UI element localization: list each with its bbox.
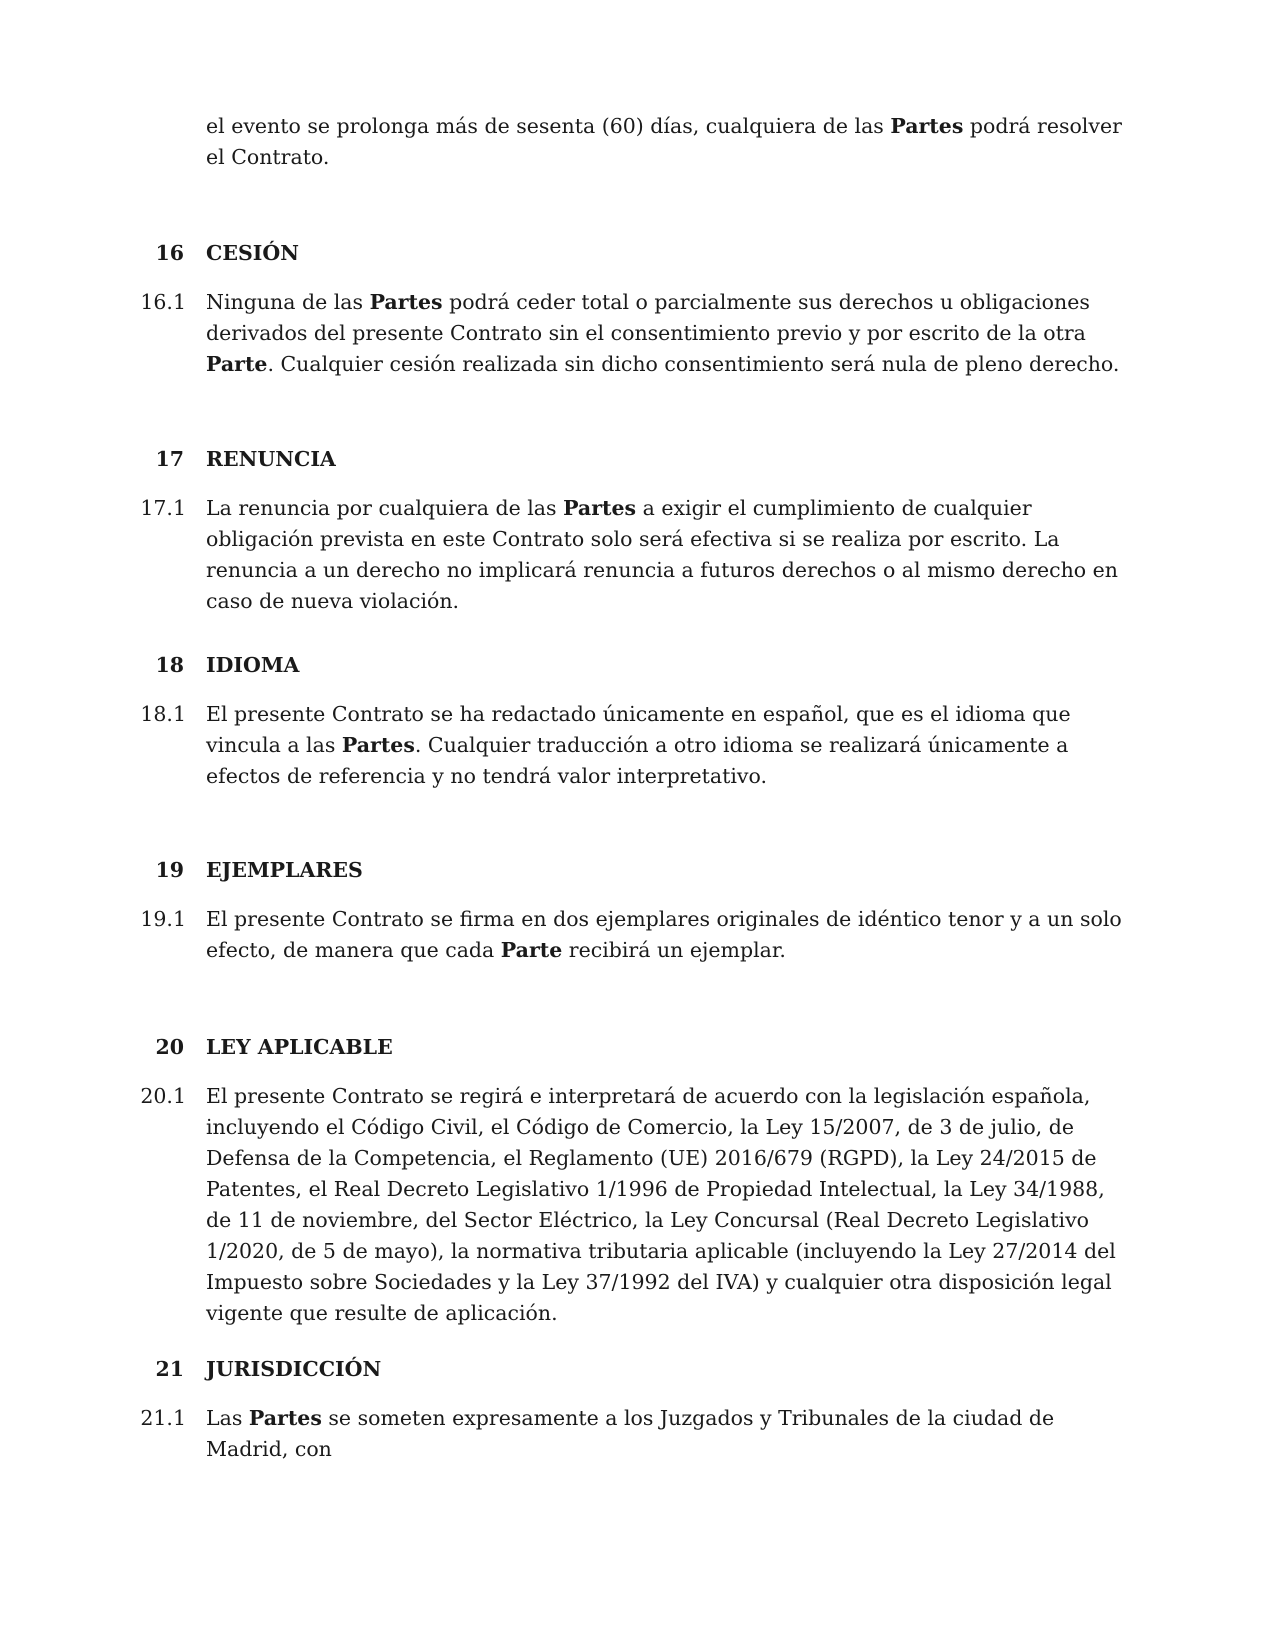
section-number-17: 17: [155, 447, 184, 471]
text: a exigir el cumplimiento de cualquier obligación prevista en este Contrato solo será efectiva si se realiza por escrito. La renuncia a un derecho no implicará renuncia a futuros derechos o al mismo derecho en caso de nueva violación.: [206, 496, 1118, 613]
section-number-16: 16: [155, 241, 184, 265]
bold-term: Partes: [369, 290, 443, 314]
bold-term: Partes: [890, 114, 964, 138]
clause-number-18-1: 18.1: [140, 702, 186, 726]
text: podrá resolver el Contrato.: [206, 114, 1122, 169]
section-title-19: EJEMPLARES: [206, 858, 363, 882]
bold-term: Parte: [500, 938, 563, 962]
section-number-20: 20: [155, 1035, 184, 1059]
clause-18-1: [206, 699, 1136, 792]
section-number-18: 18: [155, 653, 184, 677]
bold-term: Partes: [563, 496, 637, 520]
text: Las: [206, 1406, 249, 1430]
bold-term: Parte: [206, 352, 268, 376]
section-number-21: 21: [155, 1357, 184, 1381]
text: . Cualquier cesión realizada sin dicho consentimiento será nula de pleno derecho.: [267, 352, 1120, 376]
clause-20-1: El presente Contrato se regirá e interpretará de acuerdo con la legislación española, incluyendo el Código Civil, el Código de Comercio, la Ley 15/2007, de 3 de julio, de Defensa de la Competencia, el Reglamento (UE) 2016/679 (RGPD), la Ley 24/2015 de Patentes, el Real Decreto Legislativo 1/1996 de Propiedad Intelectual, la Ley 34/1988, de 11 de noviembre, del Sector Eléctrico, la Ley Concursal (Real Decreto Legislativo 1/2020, de 5 de mayo), la normativa tributaria aplicable (incluyendo la Ley 27/2014 del Impuesto sobre Sociedades y la Ley 37/1992 del IVA) y cualquier otra disposición legal vigente que resulte de aplicación.: [206, 1084, 1116, 1325]
section-title-18: IDIOMA: [206, 653, 300, 677]
text: El presente Contrato se ha redactado únicamente en español, que es el idioma que vincula a las: [206, 702, 1071, 757]
continuation-paragraph: [206, 111, 1136, 173]
bold-term: Partes: [248, 1406, 322, 1430]
bold-term: Partes: [341, 733, 415, 757]
clause-number-19-1: 19.1: [140, 907, 186, 931]
clause-21-1: [206, 1403, 1136, 1465]
clause-number-16-1: 16.1: [140, 290, 186, 314]
clause-19-1: [206, 904, 1136, 966]
section-title-20: LEY APLICABLE: [206, 1035, 393, 1059]
text: La renuncia por cualquiera de las: [206, 496, 564, 520]
section-number-19: 19: [155, 858, 184, 882]
clause-number-20-1: 20.1: [140, 1084, 186, 1108]
clause-17-1: [206, 493, 1136, 617]
section-title-21: JURISDICCIÓN: [206, 1357, 382, 1381]
text: . Cualquier traducción a otro idioma se realizará únicamente a efectos de referencia y no tendrá valor interpretativo.: [206, 733, 1069, 788]
text: Ninguna de las: [206, 290, 370, 314]
text: recibirá un ejemplar.: [562, 938, 786, 962]
section-title-17: RENUNCIA: [206, 447, 336, 471]
clause-number-17-1: 17.1: [140, 496, 186, 520]
clause-number-21-1: 21.1: [140, 1406, 186, 1430]
clause-16-1: [206, 287, 1136, 380]
section-title-16: CESIÓN: [206, 241, 299, 265]
text: se someten expresamente a los Juzgados y Tribunales de la ciudad de Madrid, con: [206, 1406, 1055, 1461]
text: podrá ceder total o parcialmente sus derechos u obligaciones derivados del presente Contrato sin el consentimiento previo y por escrito de la otra: [206, 290, 1090, 345]
text: el evento se prolonga más de sesenta (60) días, cualquiera de las: [206, 114, 891, 138]
text: El presente Contrato se firma en dos ejemplares originales de idéntico tenor y a un solo efecto, de manera que cada: [206, 907, 1122, 962]
